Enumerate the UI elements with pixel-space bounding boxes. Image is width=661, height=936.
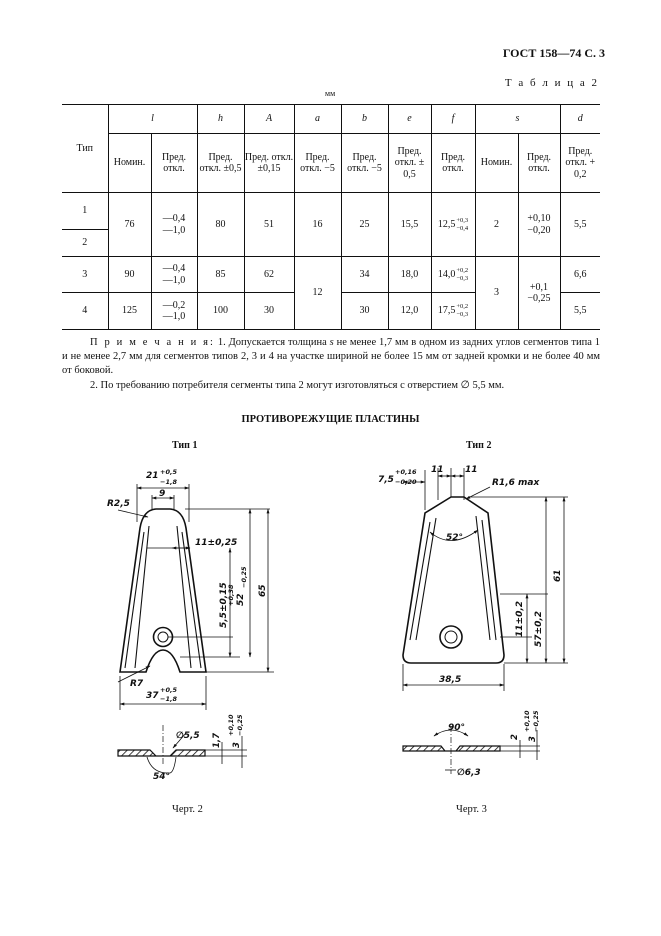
section-title: ПРОТИВОРЕЖУЩИЕ ПЛАСТИНЫ xyxy=(241,414,420,425)
svg-text:7,5: 7,5 xyxy=(378,475,394,485)
cell-type: 4 xyxy=(62,293,108,330)
cell-f: 12,5+0,3 −0,4 xyxy=(431,193,475,257)
cell-b: 25 xyxy=(341,193,388,257)
svg-text:3: 3 xyxy=(232,742,242,748)
svg-text:+0,38: +0,38 xyxy=(227,584,235,606)
header-s: s xyxy=(475,105,560,134)
sub-s-nom: Номин. xyxy=(475,134,518,193)
svg-text:+0,10: +0,10 xyxy=(523,710,531,732)
cell-d: 5,5 xyxy=(560,193,600,257)
svg-text:−0,20: −0,20 xyxy=(395,478,417,486)
svg-text:52: 52 xyxy=(236,593,246,606)
svg-text:+0,5: +0,5 xyxy=(160,468,177,476)
sub-d-dev: Пред. откл. + 0,2 xyxy=(560,134,600,193)
sub-l-nom: Номин. xyxy=(108,134,151,193)
svg-text:52°: 52° xyxy=(446,533,464,543)
header-d: d xyxy=(560,105,600,134)
cell-b: 34 xyxy=(341,257,388,293)
cell-l-nom: 76 xyxy=(108,193,151,257)
type1-plate xyxy=(120,509,206,672)
cell-h: 80 xyxy=(197,193,244,257)
svg-text:90°: 90° xyxy=(448,723,466,733)
svg-text:38,5: 38,5 xyxy=(439,675,462,685)
svg-text:61: 61 xyxy=(553,569,563,582)
type2-dims xyxy=(403,468,568,691)
header-type: Тип xyxy=(62,105,108,193)
type2-section xyxy=(403,726,540,774)
sub-f-dev: Пред. откл. xyxy=(431,134,475,193)
svg-text:R2,5: R2,5 xyxy=(107,499,130,509)
cell-a-merged: 12 xyxy=(294,257,341,330)
figure-1-caption: Черт. 2 xyxy=(172,804,203,815)
svg-text:5,5±0,15: 5,5±0,15 xyxy=(219,582,229,628)
figure-2-caption: Черт. 3 xyxy=(456,804,487,815)
cell-type: 1 xyxy=(62,193,108,230)
svg-text:11: 11 xyxy=(431,465,444,475)
sub-A-dev: Пред. откл. ±0,15 xyxy=(244,134,294,193)
cell-l-nom: 125 xyxy=(108,293,151,330)
cell-l-dev: —0,4 —1,0 xyxy=(151,257,197,293)
sub-s-dev: Пред. откл. xyxy=(518,134,560,193)
svg-text:54°: 54° xyxy=(153,772,171,782)
cell-type: 2 xyxy=(62,230,108,257)
cell-l-dev: —0,4 —1,0 xyxy=(151,193,197,257)
cell-e: 18,0 xyxy=(388,257,431,293)
header-b: b xyxy=(341,105,388,134)
svg-text:3: 3 xyxy=(528,736,538,742)
cell-h: 100 xyxy=(197,293,244,330)
cell-s-nom: 2 xyxy=(475,193,518,257)
cell-f: 14,0+0,2 −0,3 xyxy=(431,257,475,293)
cell-type: 3 xyxy=(62,257,108,293)
cell-a: 16 xyxy=(294,193,341,257)
sub-h-dev: Пред. откл. ±0,5 xyxy=(197,134,244,193)
svg-text:37: 37 xyxy=(146,691,159,701)
svg-text:11±0,2: 11±0,2 xyxy=(515,600,525,637)
header-A: A xyxy=(244,105,294,134)
svg-text:∅6,3: ∅6,3 xyxy=(457,768,481,778)
cell-A: 51 xyxy=(244,193,294,257)
cell-f: 17,5+0,2 −0,3 xyxy=(431,293,475,330)
cell-e: 12,0 xyxy=(388,293,431,330)
figure-2-label: Тип 2 xyxy=(466,440,492,451)
cell-l-nom: 90 xyxy=(108,257,151,293)
table-unit: мм xyxy=(325,89,336,98)
svg-text:−0,25: −0,25 xyxy=(532,710,540,732)
svg-text:11±0,25: 11±0,25 xyxy=(195,538,238,548)
svg-text:−1,8: −1,8 xyxy=(160,695,177,703)
cell-b: 30 xyxy=(341,293,388,330)
note-2: 2. По требованию потребителя сегменты типа 2 могут изготовляться с отверстием ∅ 5,5 мм. xyxy=(90,380,505,391)
svg-text:R1,6 max: R1,6 max xyxy=(492,478,540,488)
note-1: П р и м е ч а н и я: 1. Допускается толщина s не менее 1,7 мм в одном из задних углов сегментов типа 1 и не менее 2,7 мм для сегментов типов 2, 3 и 4 на участке шириной не более 15 мм от задней кромки и не более 40 мм от боковой. xyxy=(62,337,601,376)
header-e: e xyxy=(388,105,431,134)
sub-e-dev: Пред. откл. ± 0,5 xyxy=(388,134,431,193)
svg-text:−0,25: −0,25 xyxy=(236,714,244,736)
svg-text:−1,8: −1,8 xyxy=(160,478,177,486)
sub-l-dev: Пред. откл. xyxy=(151,134,197,193)
cell-A: 30 xyxy=(244,293,294,330)
svg-text:2: 2 xyxy=(510,734,520,740)
svg-text:1,7: 1,7 xyxy=(212,732,222,748)
cell-s-dev: +0,10 −0,20 xyxy=(518,193,560,257)
cell-l-dev: —0,2 —1,0 xyxy=(151,293,197,330)
sub-b-dev: Пред. откл. −5 xyxy=(341,134,388,193)
header-l: l xyxy=(108,105,197,134)
cell-d: 5,5 xyxy=(560,293,600,330)
page-header: ГОСТ 158—74 С. 3 xyxy=(502,46,605,60)
cell-h: 85 xyxy=(197,257,244,293)
svg-text:−0,25: −0,25 xyxy=(240,566,248,588)
cell-s-dev-merged: +0,1 −0,25 xyxy=(518,257,560,330)
type2-dim-text xyxy=(378,465,563,778)
svg-text:57±0,2: 57±0,2 xyxy=(534,610,544,647)
svg-text:21: 21 xyxy=(146,471,159,481)
figure-1-label: Тип 1 xyxy=(172,440,198,451)
header-h: h xyxy=(197,105,244,134)
table-name: Т а б л и ц а 2 xyxy=(504,77,599,89)
svg-text:R7: R7 xyxy=(130,679,144,689)
svg-text:65: 65 xyxy=(258,584,268,597)
cell-A: 62 xyxy=(244,257,294,293)
svg-text:9: 9 xyxy=(159,489,166,499)
svg-text:11: 11 xyxy=(465,465,478,475)
header-a: a xyxy=(294,105,341,134)
cell-s-nom-merged: 3 xyxy=(475,257,518,330)
svg-text:+0,5: +0,5 xyxy=(160,686,177,694)
svg-text:∅5,5: ∅5,5 xyxy=(176,731,200,741)
svg-text:+0,16: +0,16 xyxy=(395,468,417,476)
sub-a-dev: Пред. откл. −5 xyxy=(294,134,341,193)
header-f: f xyxy=(431,105,475,134)
svg-text:+0,10: +0,10 xyxy=(227,714,235,736)
cell-d: 6,6 xyxy=(560,257,600,293)
type2-plate xyxy=(403,497,504,663)
cell-e: 15,5 xyxy=(388,193,431,257)
